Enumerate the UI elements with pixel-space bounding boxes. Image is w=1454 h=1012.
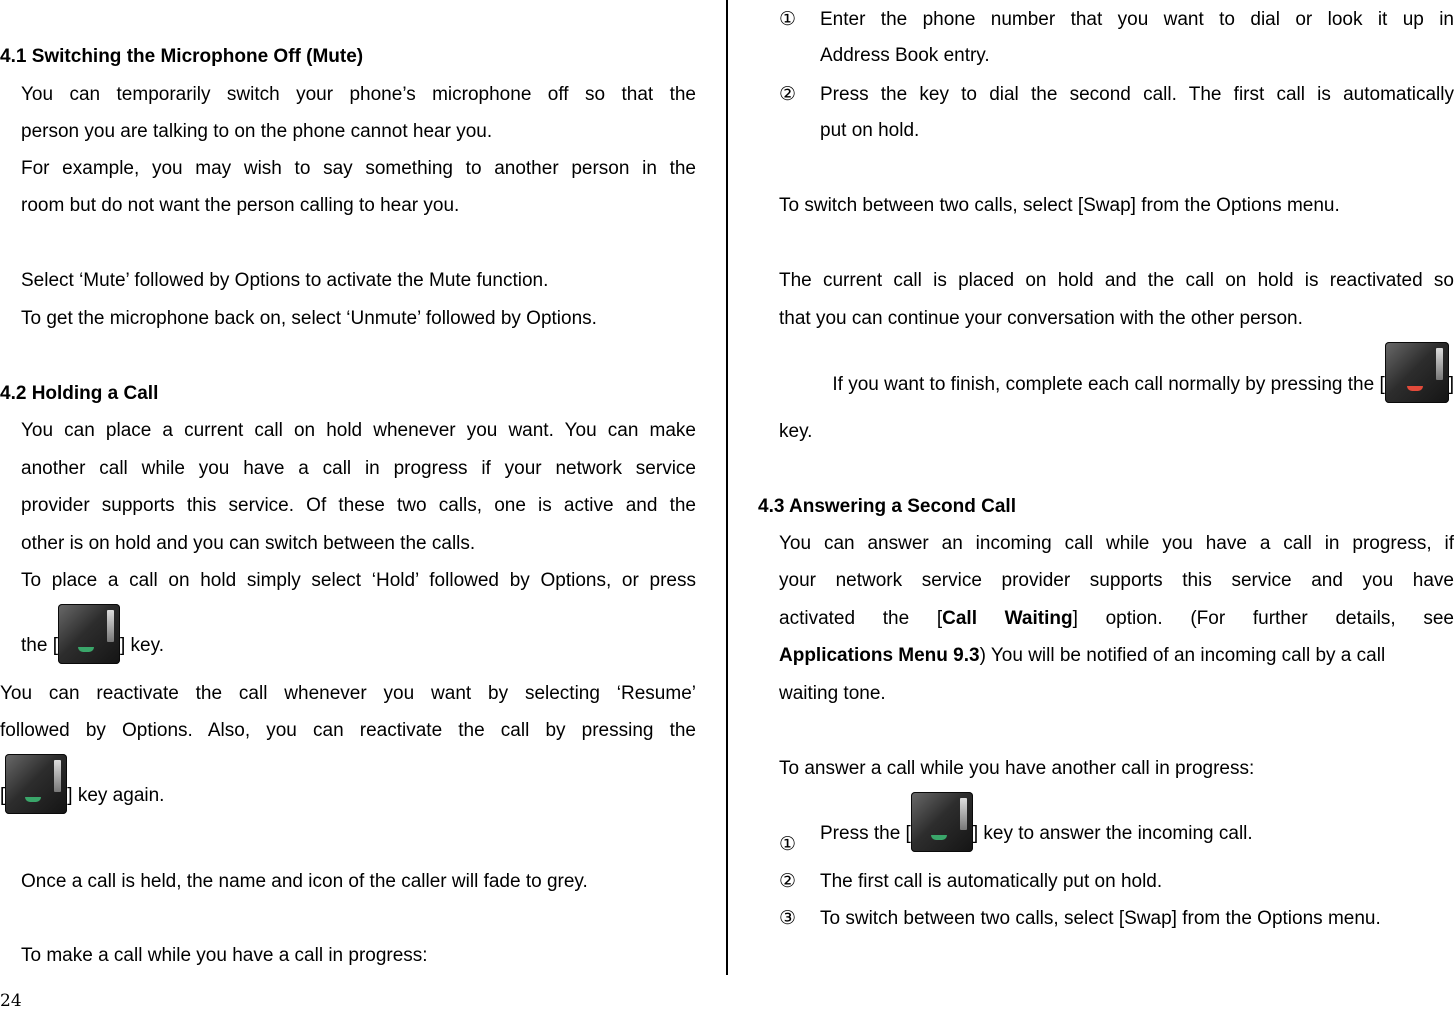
answer-step [779,900,1454,937]
step-list-item [779,76,1454,113]
text-fragment: ] [1448,374,1454,395]
hold-paragraph-line: other is on hold and you can switch between the calls. [21,533,476,554]
text-fragment: Press the [ [820,823,911,844]
hold-instruction-line: To place a call on hold simply select ‘Hold’ followed by Options, or press [21,570,696,591]
text-fragment: ) You will be notified of an incoming call by a call [979,645,1386,666]
resume-paragraph-line: followed by Options. Also, you can reactivate the call by pressing the [0,720,696,741]
text-fragment: ] key. [119,635,164,656]
step-text-line: put on hold. [820,120,920,141]
text-fragment: ] option. (For further details, see [1072,608,1454,629]
finish-call-line: key. [779,421,813,442]
unmute-instruction: To get the microphone back on, select ‘Unmute’ followed by Options. [21,308,597,329]
section-4-2-heading: 4.2 Holding a Call [0,383,159,404]
step-marker: ② [779,871,797,892]
end-key-icon [1385,342,1449,403]
send-key-icon [58,604,120,664]
step-text-line: Address Book entry. [820,45,990,66]
step-text-line: Enter the phone number that you want to dial or look it up in [820,9,1454,30]
second-call-intro: To make a call while you have a call in progress: [21,945,428,966]
answer-step [779,863,1454,900]
example-paragraph-line: room but do not want the person calling to hear you. [21,195,460,216]
call-waiting-line [779,637,1454,674]
text-fragment: the [ [21,635,58,656]
section-4-3-heading: 4.3 Answering a Second Call [758,496,1016,517]
example-paragraph-line: For example, you may wish to say something to another person in the [21,158,696,179]
answer-step [779,792,1454,855]
step-marker: ③ [779,908,797,929]
mute-instruction: Select ‘Mute’ followed by Options to activate the Mute function. [21,270,549,291]
hold-instruction-line [21,604,696,664]
hold-paragraph-line: provider supports this service. Of these two calls, one is active and the [21,495,696,516]
call-waiting-line: your network service provider supports this service and you have [779,570,1454,591]
step-marker: ② [779,84,797,105]
step-marker: ① [779,834,797,855]
send-key-icon [5,754,67,814]
fade-note: Once a call is held, the name and icon of the caller will fade to grey. [21,871,588,892]
swap-instruction: To switch between two calls, select [Swap] from the Options menu. [779,195,1340,216]
answer-intro: To answer a call while you have another call in progress: [779,758,1255,779]
text-fragment: activated the [ [779,608,943,629]
resume-paragraph-line: You can reactivate the call whenever you want by selecting ‘Resume’ [0,683,696,704]
send-key-icon [911,792,973,852]
call-waiting-line: You can answer an incoming call while you have a call in progress, if [779,533,1454,554]
hold-paragraph-line: another call while you have a call in progress if your network service [21,458,696,479]
step-marker: ① [779,9,797,30]
step-text: To switch between two calls, select [Swap] from the Options menu. [820,908,1381,929]
text-fragment: [ [0,785,6,806]
column-divider [726,0,728,975]
resume-paragraph-line [0,754,696,814]
text-fragment: ] key again. [67,785,165,806]
page-number: 24 [0,991,22,1011]
step-text: The first call is automatically put on hold. [820,871,1163,892]
call-waiting-line: waiting tone. [779,683,886,704]
text-fragment: If you want to finish, complete each call normally by pressing the [ [832,374,1385,395]
step-text-line: Press the key to dial the second call. The first call is automatically [820,84,1454,105]
mute-paragraph-line: You can temporarily switch your phone’s microphone off so that the [21,84,696,105]
call-waiting-term: Call Waiting [942,608,1073,629]
finish-call-line [779,342,1454,403]
hold-paragraph-line: You can place a current call on hold whenever you want. You can make [21,420,696,441]
mute-paragraph-line: person you are talking to on the phone cannot hear you. [21,121,493,142]
menu-reference: Applications Menu 9.3 [779,645,980,666]
step-list-item [779,1,1454,38]
hold-reactivate-line: that you can continue your conversation with the other person. [779,308,1303,329]
hold-reactivate-line: The current call is placed on hold and the call on hold is reactivated so [779,270,1454,291]
call-waiting-line [779,600,1454,637]
text-fragment: ] key to answer the incoming call. [972,823,1253,844]
section-4-1-heading: 4.1 Switching the Microphone Off (Mute) [0,46,364,67]
